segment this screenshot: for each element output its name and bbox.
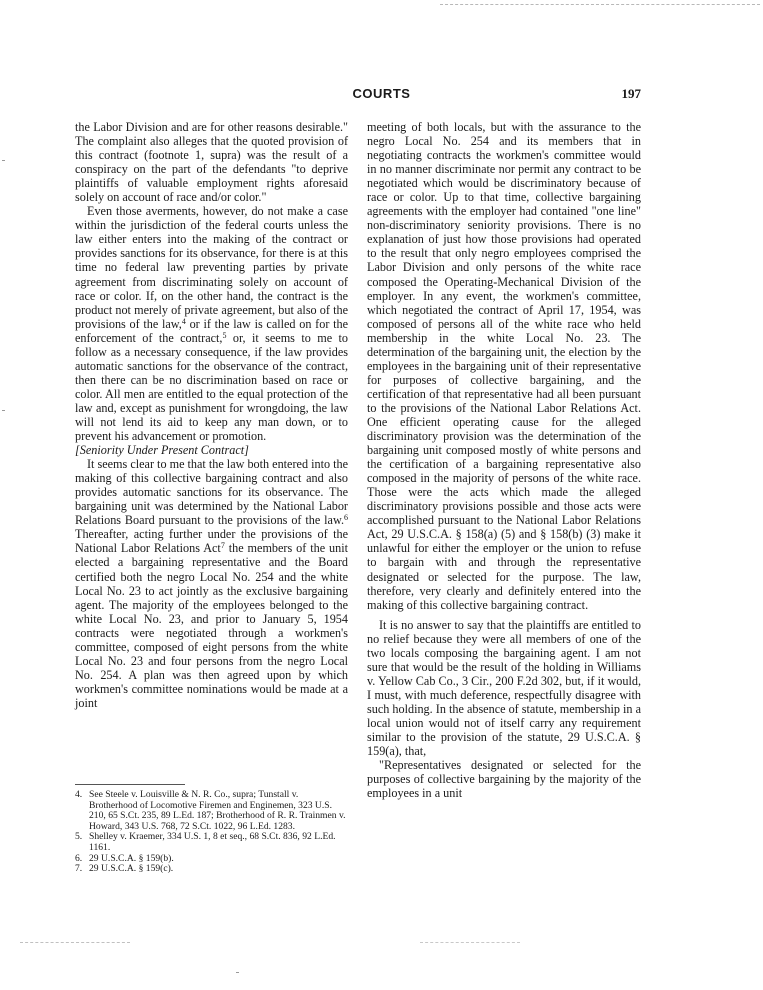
scan-speck [2,160,5,161]
page-header [0,86,763,106]
footnote-number: 6. [75,852,83,864]
text-run: Thereafter, acting further under the provisions of the National Labor Relations Act [75,527,348,556]
scan-speck [236,972,239,973]
footnote-text: Shelley v. Kraemer, 334 U.S. 1, 8 et seq., 68 S.Ct. 836, 92 L.Ed. 1161. [89,831,336,853]
text-run: or if the law is called on for the enforcement of the contract, [75,316,348,345]
footnote-ref: 4 [181,316,186,326]
block-quote: "Representatives designated or selected for the purposes of collective bargaining by the majority of the employees in a unit [367,758,641,801]
paragraph [75,457,348,710]
scan-artifact-line [20,942,130,943]
scan-artifact-line [440,4,760,5]
paragraph: It is no answer to say that the plaintiffs are entitled to no relief because they were all members of one of the two locals composing the bargaining agent. I am not sure that would be the result of the holding in Williams v. Yellow Cab Co., 3 Cir., 200 F.2d 302, but, if it would, I must, with much deference, respectfully disagree with such holding. In the absence of statute, membership in a local union would not of itself carry any requirement similar to the provision of the statute, 29 U.S.C.A. § 159(a), that, [367,617,641,759]
right-column [367,120,641,800]
footnote-number: 5. [75,831,83,843]
footnote-ref: 6 [344,513,348,523]
text-run: It seems clear to me that the law both entered into the making of this collective bargaining contract and also provides automatic sanctions for its observance. The bargaining unit was determined by the National Labor Relations Board pursuant to the provisions of the law. [75,457,348,528]
footnote-text: See Steele v. Louisville & N. R. Co., supra; Tunstall v. Brotherhood of Locomotive Firemen and Enginemen, 323 U.S. 210, 65 S.Ct. 235, 89 L.Ed. 187; Brotherhood of R. R. Trainmen v. Howard, 343 U.S. 768, 72 S.Ct. 1022, 96 L.Ed. 1283. [89,789,346,832]
text-run: or, it seems to me to follow as a necessary consequence, if the law provides automatic sanctions for the observance of the contract, then there can be no discrimination based on race or color. All men are entitled to the equal protection of the law and, except as punishment for wrongdoing, the law will not lend its aid to keep any man down, or to prevent his advancement or promotion. [75,330,348,444]
left-column [75,120,348,710]
scan-artifact-line [420,942,520,943]
footnote [75,832,348,853]
paragraph [75,204,348,443]
footnote-number: 4. [75,789,83,800]
paragraph: meeting of both locals, but with the assurance to the negro Local No. 254 and its members that in negotiating contracts the workmen's committee would in no manner discriminate nor permit any contract to be negotiated which would be discriminatory because of race or color. Up to that time, collective bargaining agreements with the employer had contained "one line" non-discriminatory seniority provisions. There is no explanation of just how those provisions had operated to the result that only negro employees comprised the Labor Division and only persons of the white race composed the Operating-Mechanical Division of the employer. In any event, the workmen's committee, which negotiated the contract of April 17, 1954, was composed of persons all of the white race who held membership in the white Local No. 23. The determination of the bargaining unit, the election by the employees in the bargaining unit of their representative for purposes of collective bargaining, and the certification of that representative had all been pursuant to the provisions of the National Labor Relations Act. One efficient operating cause for the alleged discriminatory provision was the determination of the bargaining unit composed mostly of white persons and the certification of a bargaining representative also composed in the majority of persons of the white race. Those were the acts which made the alleged discriminatory provisions possible and those acts were accomplished pursuant to the National Labor Relations Act, 29 U.S.C.A. § 158(a) (5) and § 158(b) (3) make it unlawful for either the employer or the union to refuse to bargain with and through the representative designated or selected for the purpose. The law, therefore, very clearly and definitely entered into the making of this collective bargaining contract. [367,120,641,612]
footnote-text: 29 U.S.C.A. § 159(c). [89,863,174,875]
footnote [75,790,348,832]
scan-speck [2,410,5,411]
footnotes [75,790,348,875]
text-run: the members of the unit elected a bargaining representative and the Board certified both the negro Local No. 254 and the white Local No. 23 to act jointly as the exclusive bargaining agent. The majority of the employees belonged to the white Local No. 23, and prior to January 5, 1954 contracts were negotiated through a workmen's committee, composed of eight persons from the white Local No. 23 and four persons from the negro Local No. 254. A plan was then agreed upon by which workmen's committee nominations would be made at a joint [75,541,348,710]
page-number: 197 [621,86,641,101]
section-subheading: [Seniority Under Present Contract] [75,443,249,458]
footnote-divider [75,784,185,785]
footnote-number: 7. [75,863,83,875]
footnote-text: 29 U.S.C.A. § 159(b). [89,852,174,864]
footnote [75,864,348,875]
footnote-ref: 5 [222,330,227,340]
footnote-ref: 7 [220,541,225,551]
running-head: COURTS [352,86,411,101]
paragraph: the Labor Division and are for other reasons desirable." The complaint also alleges that the quoted provision of this contract (footnote 1, supra) was the result of a conspiracy on the part of the defendants "to deprive plaintiffs of valuable employment rights aforesaid solely on account of race and/or color." [75,120,348,205]
text-run: Even those averments, however, do not make a case within the jurisdiction of the federal courts unless the law either enters into the making of the contract or provides sanctions for its observance, for there is at this time no federal law preventing parties by private agreement from discriminating solely on account of race or color. If, on the other hand, the contract is the product not merely of private agreement, but also of the provisions of the law, [75,204,348,331]
